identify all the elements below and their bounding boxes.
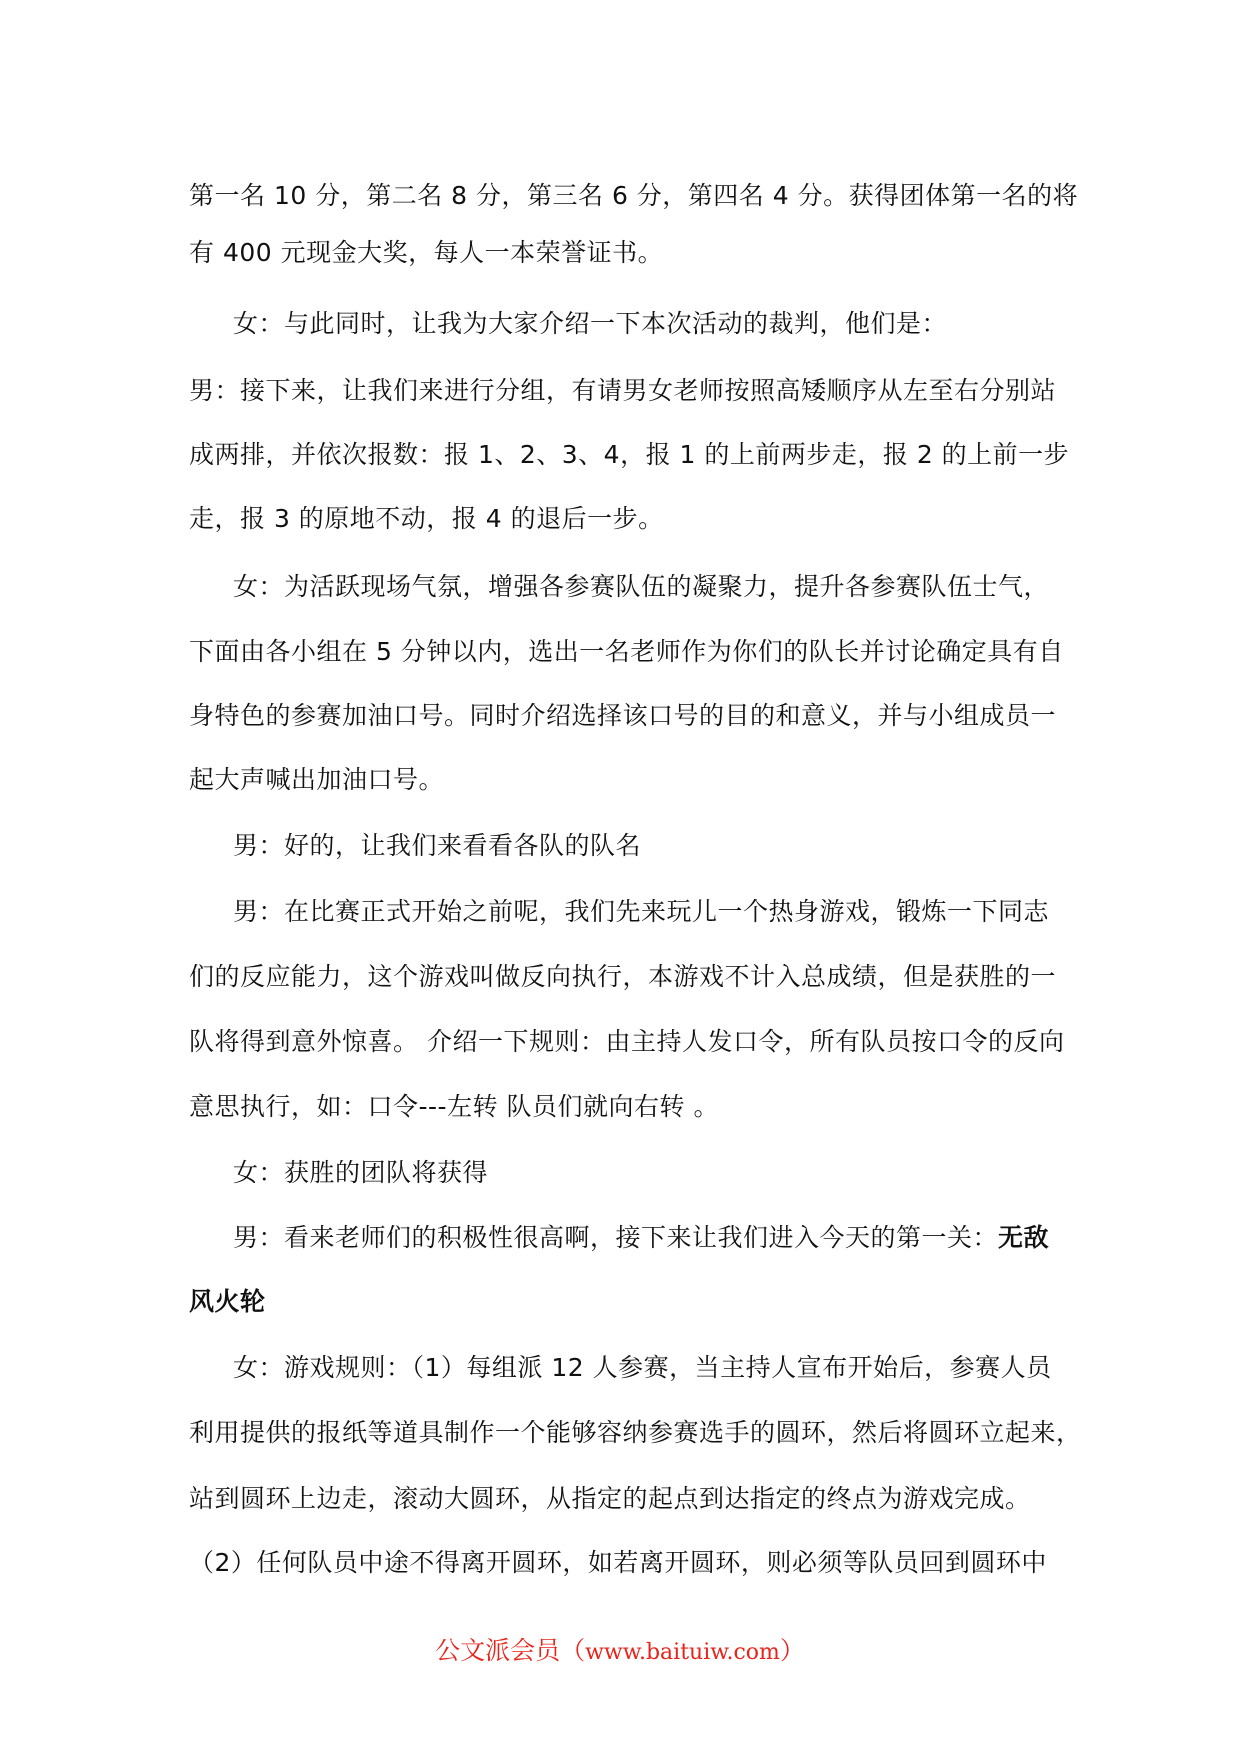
text-segment: 男：看来老师们的积极性很高啊，接下来让我们进入今天的第一关： [233, 1223, 999, 1252]
text-line: 女：与此同时，让我为大家介绍一下本次活动的裁判，他们是： [233, 309, 948, 338]
text-line: 有 400 元现金大奖，每人一本荣誉证书。 [189, 238, 664, 267]
footer-url[interactable]: www.baituiw.com [585, 1640, 780, 1665]
bold-heading-part: 无敌 [998, 1223, 1050, 1252]
text-line: 队将得到意外惊喜。 介绍一下规则：由主持人发口令，所有队员按口令的反向 [189, 1027, 1065, 1056]
text-line: 第一名 10 分，第二名 8 分，第三名 6 分，第四名 4 分。获得团体第一名的将 [189, 181, 1079, 210]
footer-label: 公文派会员（ [435, 1636, 586, 1665]
footer-watermark [0, 1631, 1240, 1667]
text-line: 利用提供的报纸等道具制作一个能够容纳参赛选手的圆环，然后将圆环立起来， [189, 1418, 1082, 1447]
text-line: 男：在比赛正式开始之前呢，我们先来玩儿一个热身游戏，锻炼一下同志 [233, 897, 1050, 926]
text-line: 女：获胜的团队将获得 [233, 1158, 489, 1187]
text-line: 女：游戏规则：（1）每组派 12 人参赛，当主持人宣布开始后，参赛人员 [233, 1353, 1052, 1382]
text-line: 女：为活跃现场气氛，增强各参赛队伍的凝聚力，提升各参赛队伍士气， [233, 572, 1050, 601]
text-line: 意思执行，如：口令---左转 队员们就向右转 。 [189, 1092, 719, 1121]
text-line: 们的反应能力，这个游戏叫做反向执行，本游戏不计入总成绩，但是获胜的一 [189, 962, 1057, 991]
text-line: （2）任何队员中途不得离开圆环，如若离开圆环，则必须等队员回到圆环中 [189, 1548, 1047, 1577]
text-line: 走，报 3 的原地不动，报 4 的退后一步。 [189, 504, 664, 533]
text-line: 起大声喊出加油口号。 [189, 765, 445, 794]
bold-heading-part: 风火轮 [189, 1287, 266, 1316]
text-line: 男：接下来，让我们来进行分组，有请男女老师按照高矮顺序从左至右分别站 [189, 376, 1057, 405]
text-line: 男：好的，让我们来看看各队的队名 [233, 831, 642, 860]
text-line [233, 1222, 1049, 1254]
text-line: 站到圆环上边走，滚动大圆环，从指定的起点到达指定的终点为游戏完成。 [189, 1484, 1031, 1513]
text-line: 身特色的参赛加油口号。同时介绍选择该口号的目的和意义，并与小组成员一 [189, 701, 1057, 730]
text-line: 成两排，并依次报数：报 1、2、3、4，报 1 的上前两步走，报 2 的上前一步 [189, 440, 1070, 469]
footer-close: ） [779, 1636, 805, 1665]
text-line: 下面由各小组在 5 分钟以内，选出一名老师作为你们的队长并讨论确定具有自 [189, 637, 1064, 666]
